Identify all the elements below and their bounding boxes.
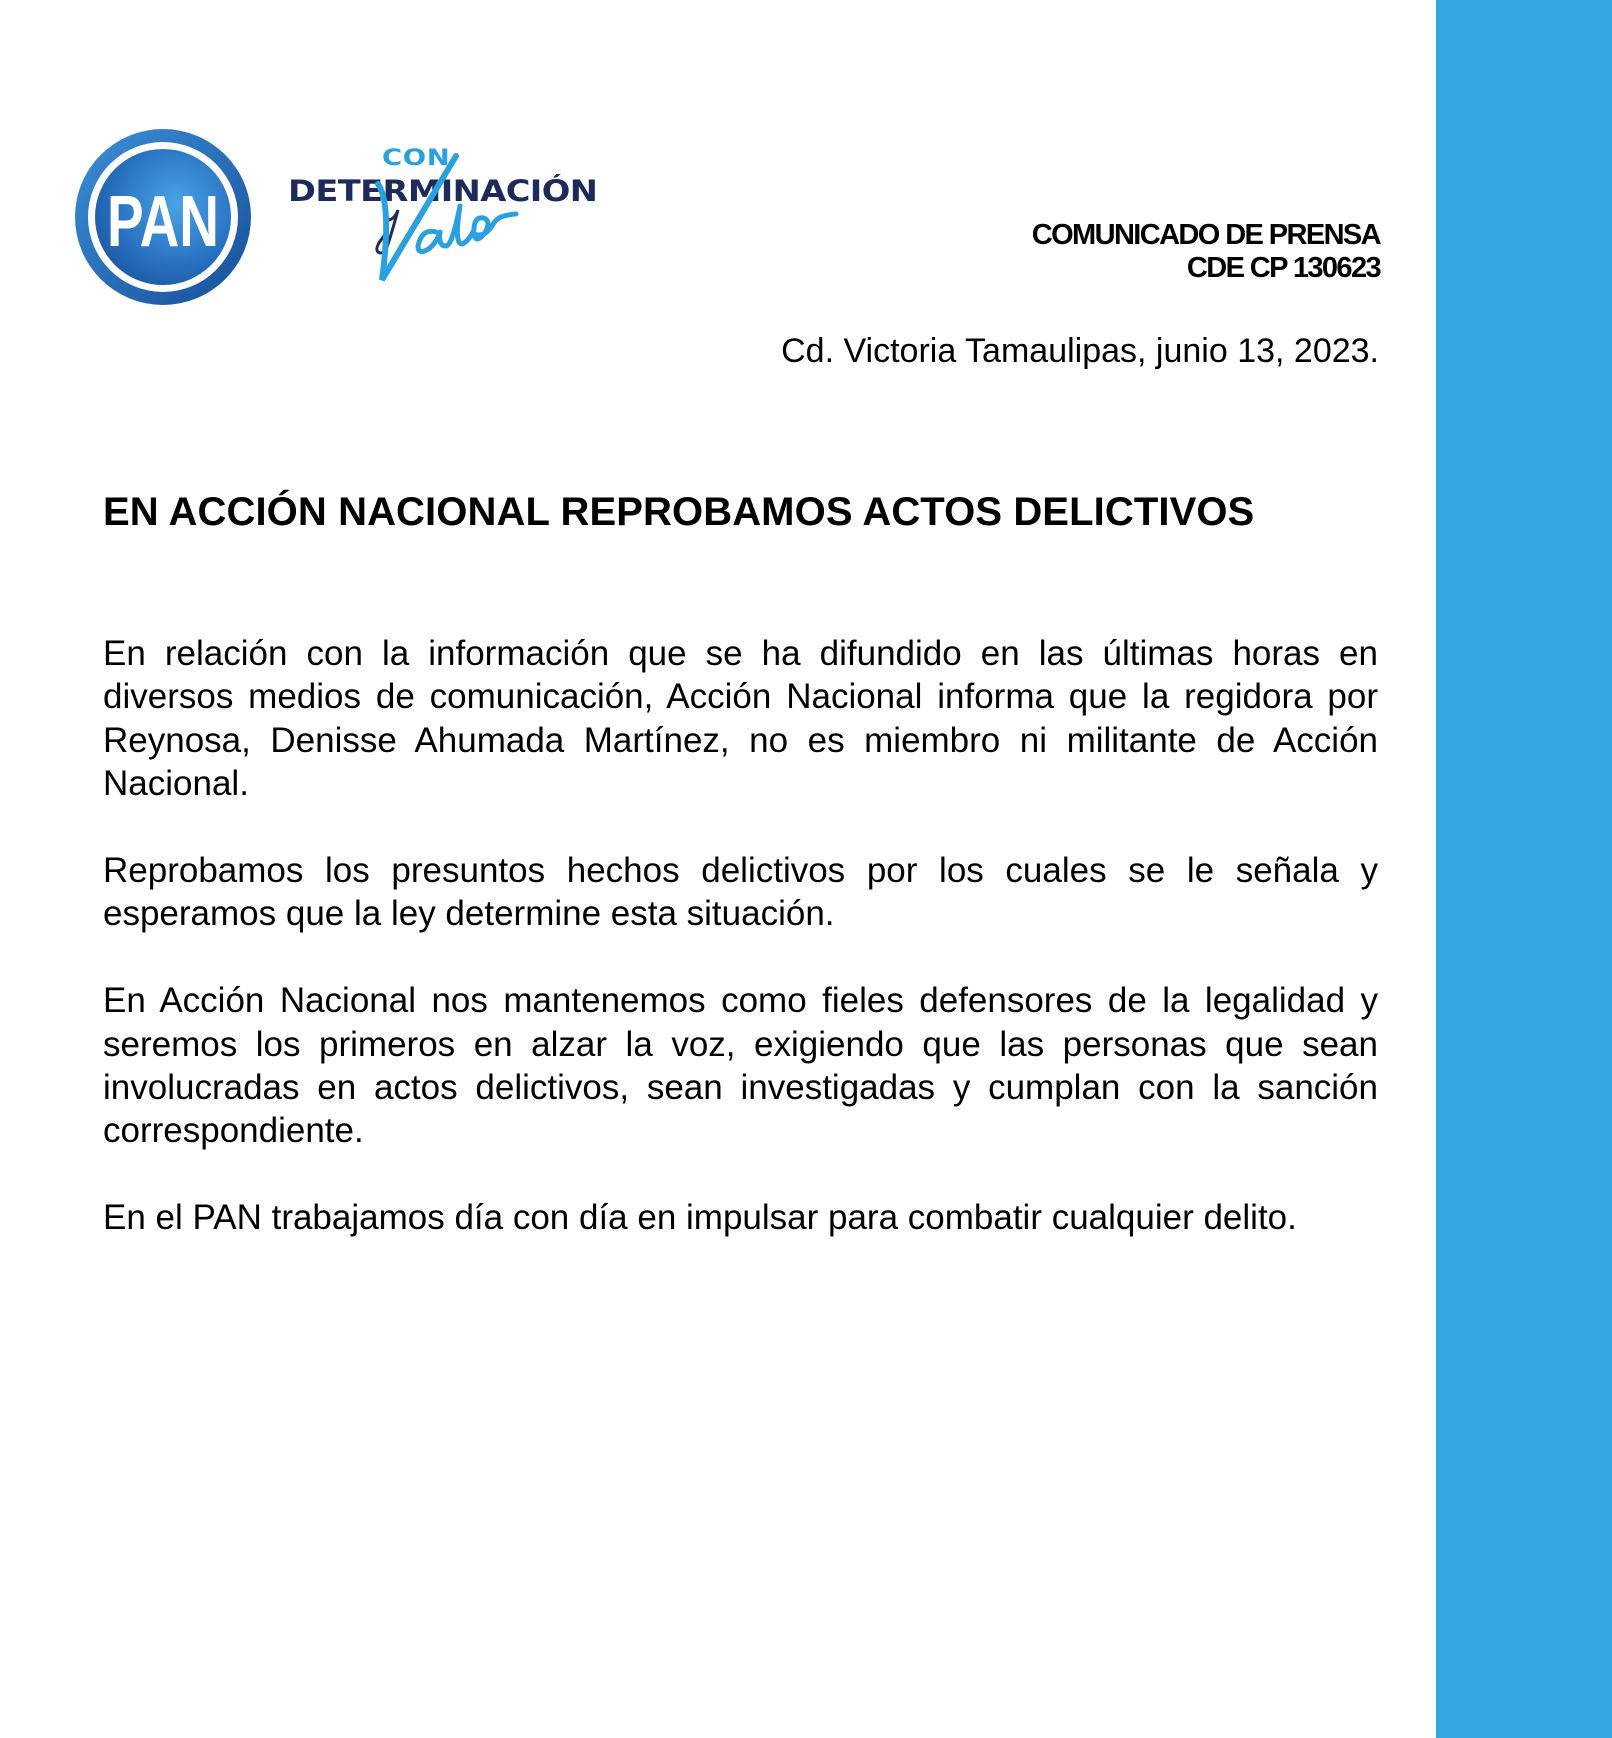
slogan-script-icon [286, 146, 666, 296]
paragraph: En Acción Nacional nos mantenemos como fieles defensores de la legalidad y seremos los primeros en alzar la voz, exigiendo que las personas que sean involucradas en actos delictivos, sean investigadas y cumplan con la sanción correspondiente. [103, 981, 1378, 1151]
slogan-con-text: CON [382, 146, 451, 171]
document-title: EN ACCIÓN NACIONAL REPROBAMOS ACTOS DELICTIVOS [103, 490, 1255, 534]
paragraph: En el PAN trabajamos día con día en impulsar para combatir cualquier delito. [103, 1198, 1297, 1238]
document-body [103, 632, 1378, 1240]
pan-logo-icon [74, 128, 252, 306]
paragraph: Reprobamos los presuntos hechos delictivos por los cuales se le señala y esperamos que la ley determine esta situación. [103, 851, 1378, 934]
paragraph: En relación con la información que se ha difundido en las últimas horas en diversos medios de comunicación, Acción Nacional informa que la regidora por Reynosa, Denisse Ahumada Martínez, no es miembro ni militante de Acción Nacional. [103, 634, 1378, 804]
doc-type-label: COMUNICADO DE PRENSA [1031, 219, 1380, 251]
svg-text:PAN: PAN [107, 182, 219, 262]
decorative-side-bar [1436, 0, 1612, 1738]
pan-logo [74, 128, 252, 306]
press-release-header [1032, 219, 1380, 285]
doc-code-label: CDE CP 130623 [1186, 252, 1380, 284]
date-location-line: Cd. Victoria Tamaulipas, junio 13, 2023. [781, 332, 1379, 370]
slogan-logo [286, 146, 666, 296]
slogan-main-text: DETERMINACIÓN [288, 174, 598, 208]
